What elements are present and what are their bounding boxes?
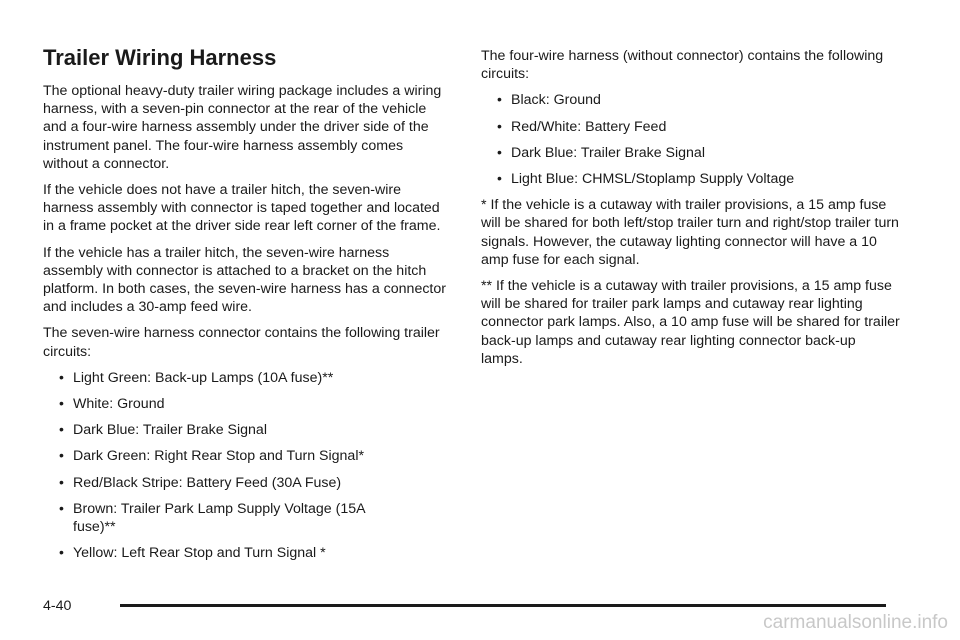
list-item-text: Light Blue: CHMSL/Stoplamp Supply Voltage: [511, 171, 795, 188]
bullet-icon: •: [497, 91, 502, 108]
right-column: [481, 0, 901, 376]
list-item: [481, 170, 901, 188]
list-item-text: Yellow: Left Rear Stop and Turn Signal *: [73, 545, 326, 562]
bullet-icon: •: [59, 395, 64, 412]
list-item: [43, 544, 451, 562]
list-item: [481, 144, 901, 162]
list-item-text: White: Ground: [73, 396, 165, 413]
list-item-text: Dark Blue: Trailer Brake Signal: [511, 144, 705, 161]
footer-rule: [120, 604, 886, 607]
footnote-single-star: * If the vehicle is a cutaway with trailer provisions, a 15 amp fuse will be shared for both left/stop trailer turn and right/stop trailer turn signals. However, the cutaway lighting connector will have a 10 amp fuse for each signal.: [481, 197, 899, 268]
list-item-text: Dark Green: Right Rear Stop and Turn Signal*: [73, 448, 364, 465]
list-item: [43, 395, 451, 413]
list-item-text: Black: Ground: [511, 92, 601, 109]
left-column: [43, 0, 451, 570]
bullet-icon: •: [497, 117, 502, 134]
bullet-icon: •: [59, 544, 64, 561]
bullet-icon: •: [59, 421, 64, 438]
footnote-double-star: ** If the vehicle is a cutaway with trailer provisions, a 15 amp fuse will be shared for trailer park lamps and cutaway rear lighting connector park lamps. Also, a 10 amp fuse will be shared for trailer back-up lamps and cutaway rear lighting connector back-up lamps.: [481, 278, 900, 367]
list-item: [43, 421, 451, 439]
bullet-icon: •: [497, 143, 502, 160]
paragraph-no-hitch: If the vehicle does not have a trailer hitch, the seven-wire harness assembly with connector is taped together and located in a frame pocket at the driver side rear left corner of the frame.: [43, 182, 441, 235]
bullet-icon: •: [497, 170, 502, 187]
list-item: [43, 474, 451, 492]
paragraph-four-wire: The four-wire harness (without connector) contains the following circuits:: [481, 48, 884, 83]
bullet-icon: •: [59, 447, 64, 464]
list-item-text: Brown: Trailer Park Lamp Supply Voltage (15A fuse)**: [73, 500, 365, 536]
bullet-icon: •: [59, 473, 64, 490]
list-item-text: Red/Black Stripe: Battery Feed (30A Fuse): [73, 474, 342, 491]
watermark: carmanualsonline.info: [763, 612, 948, 633]
list-item-text: Red/White: Battery Feed: [511, 118, 667, 135]
list-item-text: Light Green: Back-up Lamps (10A fuse)**: [73, 369, 334, 386]
list-item: [481, 118, 901, 136]
list-item: [43, 500, 451, 536]
four-wire-circuit-list: [481, 91, 901, 188]
list-item: [43, 369, 451, 387]
page-number: 4-40: [43, 598, 72, 614]
page-title: Trailer Wiring Harness: [43, 45, 277, 70]
paragraph-seven-wire: The seven-wire harness connector contains the following trailer circuits:: [43, 325, 440, 360]
paragraph-with-hitch: If the vehicle has a trailer hitch, the seven-wire harness assembly with connector is attached to a bracket on the hitch platform. In both cases, the seven-wire harness has a connector and includes a 30-amp feed wire.: [43, 244, 446, 316]
bullet-icon: •: [59, 499, 64, 516]
list-item: [43, 447, 451, 465]
list-item-text: Dark Blue: Trailer Brake Signal: [73, 422, 267, 439]
list-item: [481, 91, 901, 109]
bullet-icon: •: [59, 368, 64, 385]
seven-wire-circuit-list: [43, 369, 451, 563]
paragraph-intro: The optional heavy-duty trailer wiring package includes a wiring harness, with a seven-pin connector at the rear of the vehicle and a four-wire harness assembly under the driver side of the instrument panel. The four-wire harness assembly comes without a connector.: [43, 83, 442, 172]
